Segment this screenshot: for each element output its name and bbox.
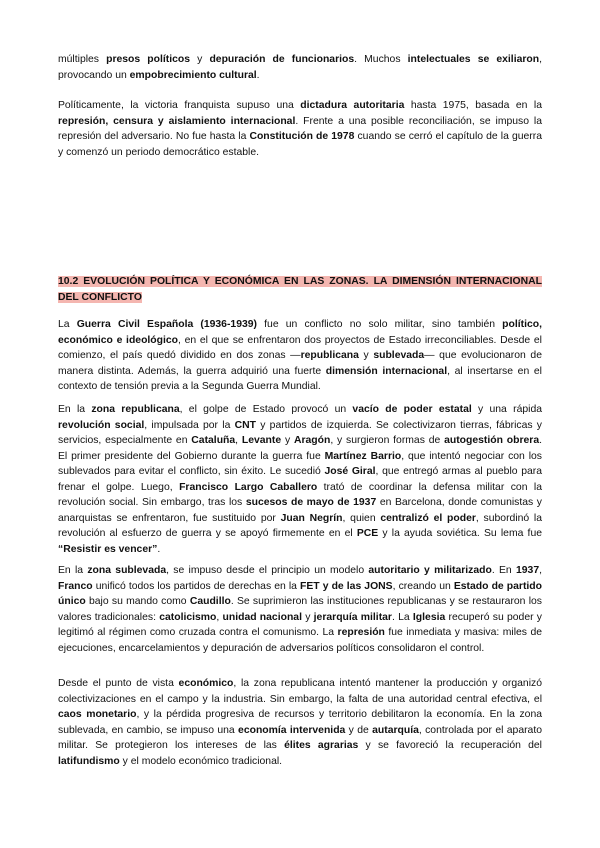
bold-term: José Giral <box>324 466 376 477</box>
bold-term: Iglesia <box>412 611 446 623</box>
bold-term: CNT <box>234 419 256 431</box>
bold-term: empobrecimiento cultural <box>129 69 257 81</box>
bold-term: PCE <box>356 528 379 539</box>
text-run: , y surgieron formas de <box>330 435 445 446</box>
bold-term: “Resistir es vencer” <box>58 543 158 555</box>
text-run: . <box>256 69 260 81</box>
text-run: . En <box>491 565 516 576</box>
text-run: y <box>281 435 294 446</box>
text-run: En la <box>58 565 88 576</box>
bold-term: presos políticos <box>106 54 191 65</box>
bold-term: Franco <box>58 580 93 592</box>
text-run: unificó todos los partidos de derechas en la <box>92 580 301 592</box>
text-run: y <box>301 611 314 623</box>
bold-term: revolución social <box>58 419 145 431</box>
paragraph-republican-zone <box>58 402 542 557</box>
bold-term: Juan Negrín <box>280 512 343 524</box>
text-run: trató de coordinar la defensa militar con la revolución social. Sin embargo, tras los <box>58 481 542 508</box>
text-run: . Muchos <box>354 54 408 65</box>
text-run: y el modelo económico tradicional. <box>119 755 283 767</box>
text-run: , que intentó negociar con los sublevados para evitar el conflicto, sin éxito. Le sucedió <box>58 450 542 477</box>
bold-term: económico <box>178 678 234 689</box>
paragraph-repression <box>58 52 542 83</box>
bold-term: Levante <box>241 435 282 446</box>
text-run: y partidos de izquierda. Se colectivizaron tierras, fábricas y servicios, especialmente en <box>58 419 542 446</box>
bold-term: sublevada <box>373 350 425 361</box>
bold-term: sucesos de mayo de 1937 <box>245 497 377 508</box>
text-run: cuando se cerró el capítulo de la guerra y comenzó un periodo democrático estable. <box>58 131 542 158</box>
bold-term: centralizó el poder <box>380 512 476 524</box>
text-run: , impulsada por la <box>144 419 235 431</box>
bold-term: economía intervenida <box>238 724 346 736</box>
bold-term: republicana <box>300 350 359 361</box>
text-run: múltiples <box>58 54 107 65</box>
text-run: . La <box>391 611 413 623</box>
text-run: bajo su mando como <box>85 596 190 607</box>
section-heading-text: 10.2 EVOLUCIÓN POLÍTICA Y ECONÓMICA EN LAS ZONAS. LA DIMENSIÓN INTERNACIONAL DEL CONFLICTO <box>58 276 542 303</box>
text-run: , se impuso desde el principio un modelo <box>166 565 369 576</box>
text-run: y <box>358 350 374 361</box>
text-run: — que evolucionaron de manera distinta. Además, la guerra adquirió una fuerte <box>58 350 542 377</box>
bold-term: depuración de funcionarios <box>209 54 355 65</box>
text-run: y <box>190 54 210 65</box>
text-run: , quien <box>342 512 381 524</box>
text-run: en Barcelona, donde comunistas y anarquistas se enfrentaron, fue sustituido por <box>58 497 543 524</box>
section-heading <box>58 274 542 305</box>
text-run: . Frente a una posible reconciliación, se impuso la represión del adversario. No fue hasta la <box>58 115 542 142</box>
text-run: y se favoreció la recuperación del <box>358 740 542 751</box>
text-run: hasta 1975, basada en la <box>404 100 543 111</box>
bold-term: Cataluña <box>191 435 236 446</box>
bold-term: unidad nacional <box>222 611 302 623</box>
bold-term: vacío de poder estatal <box>352 404 472 415</box>
text-run: y la ayuda soviética. Su lema fue <box>378 528 542 539</box>
text-run: , al insertarse en el contexto de tensión previa a la Segunda Guerra Mundial. <box>58 365 542 392</box>
text-run: , la zona republicana intentó mantener la producción y organizó colectivizaciones en el campo y la industria. Sin embargo, la falta de una autoridad central efectiva, el <box>58 678 542 705</box>
text-run: . <box>157 543 161 555</box>
text-run: , en el que se enfrentaron dos proyectos de Estado irreconciliables. Desde el comienzo, el país quedó dividido en dos zonas — <box>58 334 542 361</box>
paragraph-introduction <box>58 317 542 395</box>
bold-term: zona republicana <box>91 404 180 415</box>
text-run: La <box>58 319 77 330</box>
bold-term: catolicismo <box>159 611 217 623</box>
bold-term: dimensión internacional <box>325 365 448 377</box>
bold-term: latifundismo <box>58 755 120 767</box>
bold-term: zona sublevada <box>87 565 167 576</box>
bold-term: Francisco Largo Caballero <box>179 481 318 493</box>
text-run: , creando un <box>392 580 454 592</box>
text-run: , el golpe de Estado provocó un <box>179 404 353 415</box>
bold-term: Martínez Barrio <box>324 450 402 462</box>
bold-term: élites agrarias <box>284 740 359 751</box>
text-run: , <box>235 435 242 446</box>
bold-term: represión, censura y aislamiento internacional <box>58 115 296 127</box>
bold-term: Caudillo <box>189 596 231 607</box>
bold-term: intelectuales se exiliaron <box>407 54 540 65</box>
bold-term: autogestión obrera <box>444 435 540 446</box>
bold-term: Estado de partido único <box>58 580 542 607</box>
paragraph-political-outcome <box>58 98 542 160</box>
text-run: fue inmediata y masiva: miles de ejecuciones, encarcelamientos y depuración de adversarios políticos consolidaron el control. <box>58 627 542 654</box>
text-run: . Se suprimieron las instituciones republicanas y se restauraron los valores tradicionales: <box>58 596 543 623</box>
bold-term: Aragón <box>293 435 331 446</box>
bold-term: político, económico e ideológico <box>58 319 542 346</box>
bold-term: jerarquía militar <box>313 611 392 623</box>
text-run: , subordinó la revolución al esfuerzo de guerra y se apoyó firmemente en el <box>58 512 543 539</box>
text-run: En la <box>58 404 92 415</box>
text-run: recuperó su poder y legitimó al régimen como cruzada contra el comunismo. La <box>58 611 543 638</box>
bold-term: 1937 <box>515 565 540 576</box>
bold-term: autarquía <box>372 724 419 736</box>
bold-term: FET y de las JONS <box>300 580 393 592</box>
text-run: fue un conflicto no solo militar, sino también <box>257 319 503 330</box>
bold-term: Constitución de 1978 <box>249 131 355 142</box>
text-run: Políticamente, la victoria franquista supuso una <box>58 100 301 111</box>
bold-term: Guerra Civil Española (1936-1939) <box>76 319 257 330</box>
text-run: y de <box>345 724 373 736</box>
bold-term: dictadura autoritaria <box>300 100 405 111</box>
text-run: . El primer presidente del Gobierno durante la guerra fue <box>58 435 542 462</box>
bold-term: caos monetario <box>58 709 137 720</box>
text-run: Desde el punto de vista <box>58 678 179 689</box>
text-run: , provocando un <box>58 54 542 81</box>
text-run: , y la pérdida progresiva de recursos y territorio debilitaron la economía. En la zona sublevada, en cambio, se impuso una <box>58 709 542 736</box>
bold-term: autoritario y militarizado <box>368 565 492 576</box>
text-run: , <box>539 565 542 576</box>
text-run: , <box>216 611 223 623</box>
paragraph-economy <box>58 676 542 769</box>
bold-term: represión <box>337 627 385 638</box>
text-run: y una rápida <box>471 404 542 415</box>
text-run: , controlada por el aparato militar. Se protegieron los intereses de las <box>58 724 543 751</box>
paragraph-rebel-zone <box>58 563 542 656</box>
text-run: , que entregó armas al pueblo para frenar el golpe. Luego, <box>58 466 543 493</box>
